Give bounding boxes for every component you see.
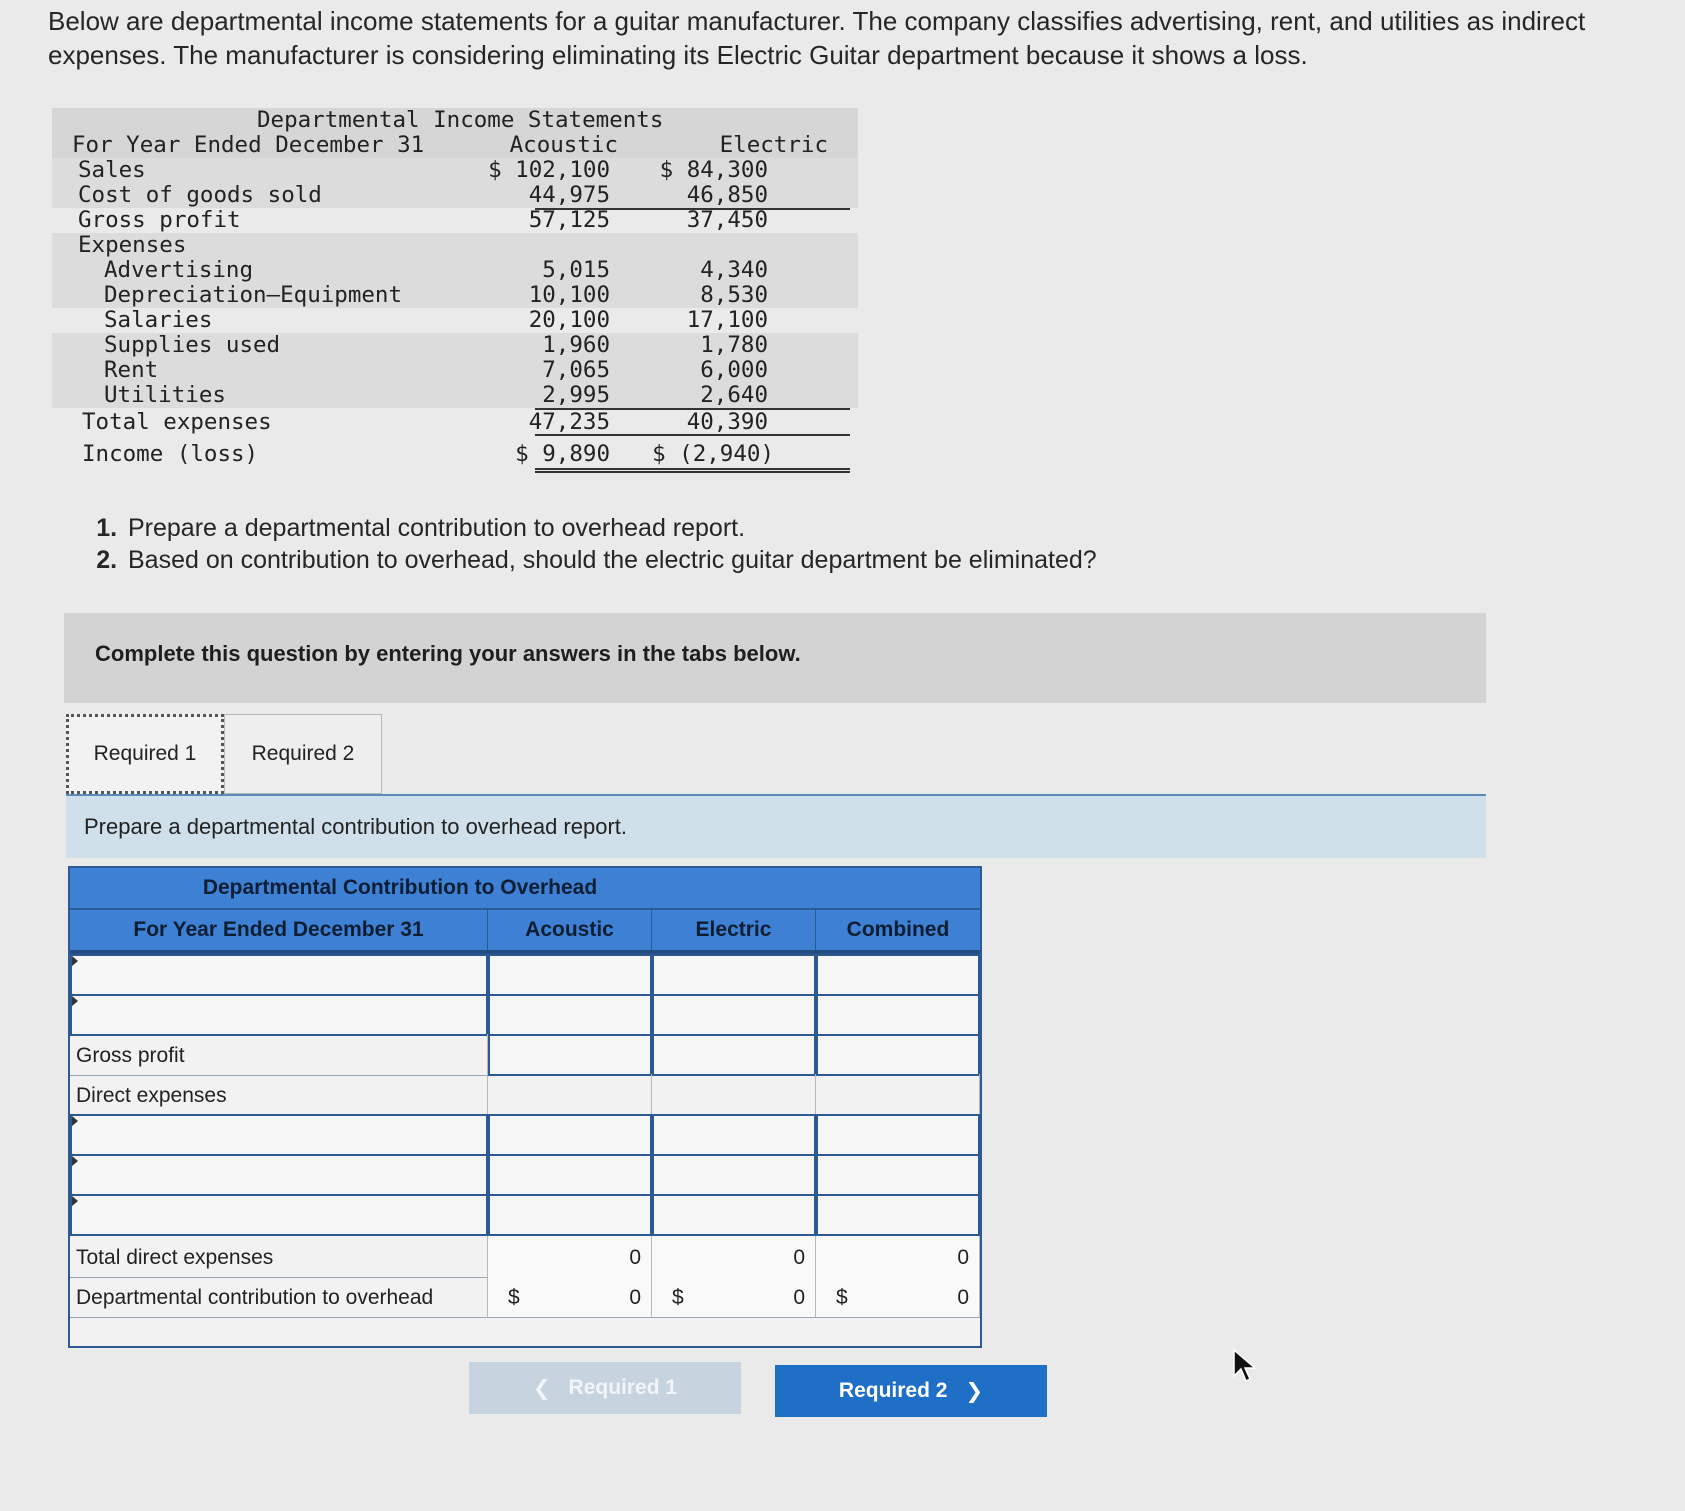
underline <box>535 183 710 210</box>
statement-acoustic-value: 10,100 <box>528 282 610 308</box>
total-direct-expenses-value: 0 <box>957 1246 969 1269</box>
statement-title-row <box>52 108 858 133</box>
statement-row <box>52 283 858 308</box>
statement-row-label: Advertising <box>104 257 254 283</box>
currency-symbol: $ <box>672 1286 684 1309</box>
total-direct-expenses-value-cell <box>816 1236 980 1278</box>
total-direct-expenses-label-cell <box>70 1236 488 1278</box>
contribution-value: 0 <box>629 1286 641 1309</box>
statement-row-label: Salaries <box>104 307 213 333</box>
table-row <box>70 954 980 996</box>
prev-button-label: Required 1 <box>568 1376 678 1399</box>
questions <box>88 512 1097 576</box>
statement-acoustic-value: 7,065 <box>542 357 610 383</box>
next-button-label: Required 2 <box>838 1379 948 1402</box>
amount-input[interactable] <box>488 1194 652 1236</box>
statement-row-label: Gross profit <box>78 207 241 233</box>
table-row <box>70 994 980 1036</box>
header-combined: Combined <box>846 918 950 941</box>
statement-electric-value: $ 84,300 <box>659 157 768 183</box>
statement-acoustic-value: $ 9,890 <box>515 441 610 467</box>
statement-electric-value: 40,390 <box>686 409 768 435</box>
contribution-value: 0 <box>957 1286 969 1309</box>
statement-row <box>52 383 858 408</box>
table-title: Departmental Contribution to Overhead <box>202 876 598 899</box>
statement-acoustic-value: $ 102,100 <box>488 157 610 183</box>
amount-input[interactable] <box>652 1114 816 1156</box>
statement-title: Departmental Income Statements <box>257 107 664 133</box>
table-row <box>70 1194 980 1236</box>
amount-input[interactable] <box>652 1154 816 1196</box>
mouse-cursor-icon <box>1232 1348 1258 1384</box>
statement-row <box>52 258 858 283</box>
statement-col-acoustic: Acoustic <box>509 132 618 158</box>
empty-cell <box>652 1074 816 1116</box>
underline <box>710 383 850 410</box>
statement-electric-value: 4,340 <box>700 257 768 283</box>
table-row <box>70 1034 980 1076</box>
row-label-select[interactable] <box>70 1194 488 1236</box>
amount-input[interactable] <box>652 1194 816 1236</box>
statement-electric-value: 8,530 <box>700 282 768 308</box>
chevron-right-icon: ❯ <box>965 1379 984 1403</box>
contribution-value-cell <box>488 1276 652 1318</box>
statement-row-label: Depreciation—Equipment <box>104 282 403 308</box>
problem-intro: Below are departmental income statements for a guitar manufacturer. The company classifies advertising, rent, and utilities as indirect expenses. The manufacturer is considering eliminating its Electric Guitar department because it shows a loss. <box>48 6 1586 70</box>
statement-acoustic-value: 44,975 <box>528 182 610 208</box>
prompt-banner <box>66 796 1486 858</box>
instructions-banner <box>64 613 1486 703</box>
double-underline <box>535 436 850 473</box>
currency-symbol: $ <box>508 1286 520 1309</box>
underline <box>710 183 850 210</box>
statement-electric-value: 17,100 <box>686 307 768 333</box>
statement-acoustic-value: 47,235 <box>528 409 610 435</box>
statement-row <box>52 358 858 383</box>
tab-required-2[interactable]: Required 2 <box>224 714 382 794</box>
amount-input[interactable] <box>816 1194 980 1236</box>
contribution-table <box>68 866 982 1348</box>
total-direct-expenses-value: 0 <box>629 1246 641 1269</box>
statement-row <box>52 333 858 358</box>
underline <box>535 408 850 436</box>
table-row <box>70 1276 980 1318</box>
statement-row-label: Total expenses <box>82 409 272 435</box>
contribution-label: Departmental contribution to overhead <box>76 1286 434 1309</box>
empty-cell <box>816 1074 980 1116</box>
instructions-text: Complete this question by entering your answers in the tabs below. <box>95 641 801 666</box>
table-row <box>70 1154 980 1196</box>
amount-input[interactable] <box>816 1034 980 1076</box>
statement-electric-value: 2,640 <box>700 382 768 408</box>
statement-acoustic-value: 2,995 <box>542 382 610 408</box>
statement-acoustic-value: 20,100 <box>528 307 610 333</box>
statement-acoustic-value: 5,015 <box>542 257 610 283</box>
statement-row <box>52 408 858 436</box>
row-label-select[interactable] <box>70 994 488 1036</box>
row-label-select[interactable] <box>70 1114 488 1156</box>
total-direct-expenses-value-cell <box>488 1236 652 1278</box>
statement-period: For Year Ended December 31 <box>72 132 425 158</box>
statement-row <box>52 183 858 208</box>
statement-row-label: Supplies used <box>104 332 281 358</box>
statement-electric-value: $ (2,940) <box>652 441 774 467</box>
statement-acoustic-value: 57,125 <box>528 207 610 233</box>
prev-button[interactable] <box>469 1362 741 1414</box>
row-label-select[interactable] <box>70 954 488 996</box>
next-button[interactable] <box>775 1365 1047 1417</box>
chevron-left-icon: ❮ <box>532 1376 551 1400</box>
header-electric: Electric <box>652 910 816 950</box>
table-row <box>70 1236 980 1278</box>
amount-input[interactable] <box>488 994 652 1036</box>
tab-required-1[interactable]: Required 1 <box>66 714 224 794</box>
statement-row-label: Rent <box>104 357 159 383</box>
empty-cell <box>488 1074 652 1116</box>
question-1: 1. Prepare a departmental contribution to overhead report. <box>124 512 1097 544</box>
gross-profit-label-cell <box>70 1034 488 1076</box>
statement-electric-value: 37,450 <box>686 207 768 233</box>
amount-input[interactable] <box>652 954 816 996</box>
amount-input[interactable] <box>488 954 652 996</box>
statement-row-label: Income (loss) <box>82 441 259 467</box>
amount-input[interactable] <box>488 1034 652 1076</box>
statement-col-electric: Electric <box>719 132 828 158</box>
statement-electric-value: 1,780 <box>700 332 768 358</box>
statement-row <box>52 208 858 233</box>
total-direct-expenses-label: Total direct expenses <box>76 1246 274 1269</box>
statement-acoustic-value: 1,960 <box>542 332 610 358</box>
direct-expenses-label: Direct expenses <box>76 1084 227 1107</box>
contribution-label-cell <box>70 1276 488 1318</box>
row-label-select[interactable] <box>70 1154 488 1196</box>
amount-input[interactable] <box>488 1154 652 1196</box>
statement-row <box>52 158 858 183</box>
statement-row-label: Sales <box>78 157 146 183</box>
statement-electric-value: 6,000 <box>700 357 768 383</box>
amount-input[interactable] <box>816 1114 980 1156</box>
table-row <box>70 1114 980 1156</box>
amount-input[interactable] <box>816 994 980 1036</box>
table-row <box>70 1074 980 1116</box>
question-2: 2. Based on contribution to overhead, should the electric guitar department be eliminated? <box>124 544 1097 576</box>
statement-row-label: Cost of goods sold <box>78 182 322 208</box>
contribution-value: 0 <box>793 1286 805 1309</box>
amount-input[interactable] <box>652 994 816 1036</box>
table-title-row <box>70 868 980 910</box>
header-acoustic: Acoustic <box>488 910 652 950</box>
total-direct-expenses-value: 0 <box>793 1246 805 1269</box>
income-statement <box>52 108 858 472</box>
statement-row-label: Expenses <box>78 232 187 258</box>
amount-input[interactable] <box>652 1034 816 1076</box>
amount-input[interactable] <box>488 1114 652 1156</box>
header-period: For Year Ended December 31 <box>70 910 488 950</box>
prompt-text: Prepare a departmental contribution to overhead report. <box>84 814 627 839</box>
direct-expenses-label-cell <box>70 1074 488 1116</box>
statement-row <box>52 233 858 258</box>
amount-input[interactable] <box>816 1154 980 1196</box>
underline <box>535 383 710 410</box>
statement-row <box>52 436 858 472</box>
total-direct-expenses-value-cell <box>652 1236 816 1278</box>
statement-header-row <box>52 133 858 158</box>
table-header-row <box>70 910 980 954</box>
amount-input[interactable] <box>816 954 980 996</box>
statement-row <box>52 308 858 333</box>
contribution-value-cell <box>816 1276 980 1318</box>
contribution-value-cell <box>652 1276 816 1318</box>
statement-row-label: Utilities <box>104 382 226 408</box>
statement-electric-value: 46,850 <box>686 182 768 208</box>
gross-profit-label: Gross profit <box>76 1044 185 1067</box>
currency-symbol: $ <box>836 1286 848 1309</box>
